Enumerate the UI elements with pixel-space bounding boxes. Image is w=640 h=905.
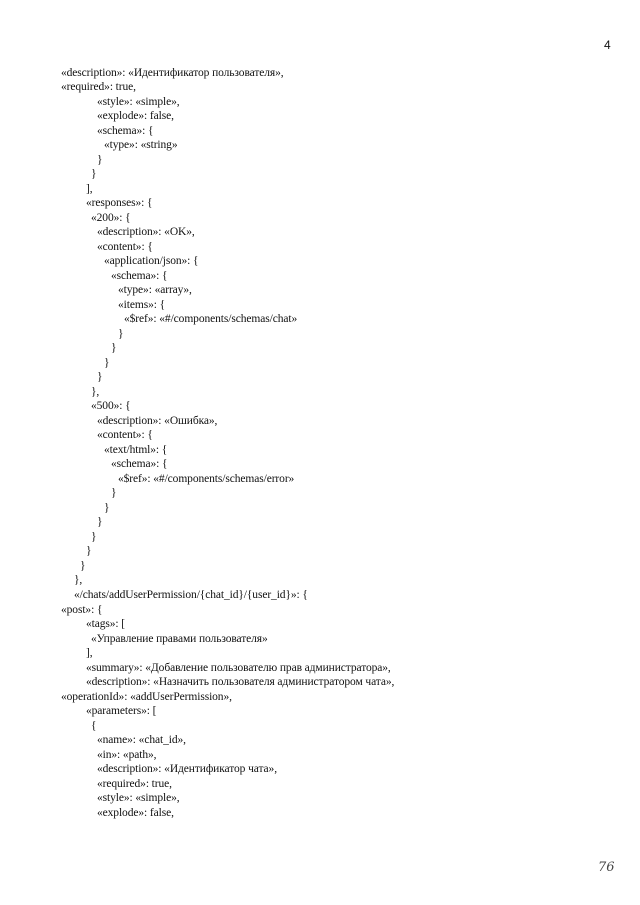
code-line: «items»: { [118, 299, 166, 311]
code-line: } [80, 560, 86, 572]
code-line: «schema»: { [97, 125, 154, 137]
code-line: «explode»: false, [97, 807, 174, 819]
code-line: «text/html»: { [104, 444, 168, 456]
code-line: } [86, 545, 92, 557]
code-line: «description»: «OK», [97, 226, 195, 238]
code-line: «500»: { [91, 400, 131, 412]
code-line: «summary»: «Добавление пользователю прав администратора», [86, 662, 391, 674]
code-line: ], [86, 647, 93, 659]
code-line: ], [86, 183, 93, 195]
code-line: «200»: { [91, 212, 131, 224]
code-line: «application/json»: { [104, 255, 199, 267]
code-line: «parameters»: [ [86, 705, 157, 717]
code-line: «required»: true, [97, 778, 172, 790]
code-line: } [104, 357, 110, 369]
code-line: } [97, 516, 103, 528]
code-line: «description»: «Назначить пользователя администратором чата», [86, 676, 395, 688]
code-line: «operationId»: «addUserPermission», [61, 691, 232, 703]
code-line: } [91, 168, 97, 180]
handwritten-page-number: 76 [598, 860, 615, 875]
code-line: «name»: «chat_id», [97, 734, 186, 746]
code-line: } [91, 531, 97, 543]
code-line: «schema»: { [111, 270, 168, 282]
code-line: }, [74, 574, 83, 586]
code-line: «content»: { [97, 241, 153, 253]
code-line: «description»: «Идентификатор пользователя», [61, 67, 284, 79]
code-line: } [111, 487, 117, 499]
code-line: «required»: true, [61, 81, 136, 93]
code-line: «description»: «Идентификатор чата», [97, 763, 277, 775]
code-line: «description»: «Ошибка», [97, 415, 218, 427]
code-line: «schema»: { [111, 458, 168, 470]
code-line: «content»: { [97, 429, 153, 441]
code-line: «Управление правами пользователя» [91, 633, 268, 645]
code-line: «tags»: [ [86, 618, 126, 630]
code-line: } [97, 154, 103, 166]
code-line: «explode»: false, [97, 110, 174, 122]
code-line: }, [91, 386, 100, 398]
code-line: } [111, 342, 117, 354]
code-line: } [97, 371, 103, 383]
code-line: «post»: { [61, 604, 103, 616]
code-line: «style»: «simple», [97, 96, 180, 108]
code-line: «$ref»: «#/components/schemas/chat» [124, 313, 298, 325]
code-line: { [91, 720, 97, 732]
page-number: 4 [604, 38, 611, 52]
code-line: «/chats/addUserPermission/{chat_id}/{user_id}»: { [74, 589, 308, 601]
code-line: «type»: «array», [118, 284, 192, 296]
code-line: «responses»: { [86, 197, 153, 209]
code-line: «in»: «path», [97, 749, 157, 761]
code-line: «style»: «simple», [97, 792, 180, 804]
code-line: «type»: «string» [104, 139, 178, 151]
code-line: «$ref»: «#/components/schemas/error» [118, 473, 295, 485]
code-line: } [104, 502, 110, 514]
code-line: } [118, 328, 124, 340]
